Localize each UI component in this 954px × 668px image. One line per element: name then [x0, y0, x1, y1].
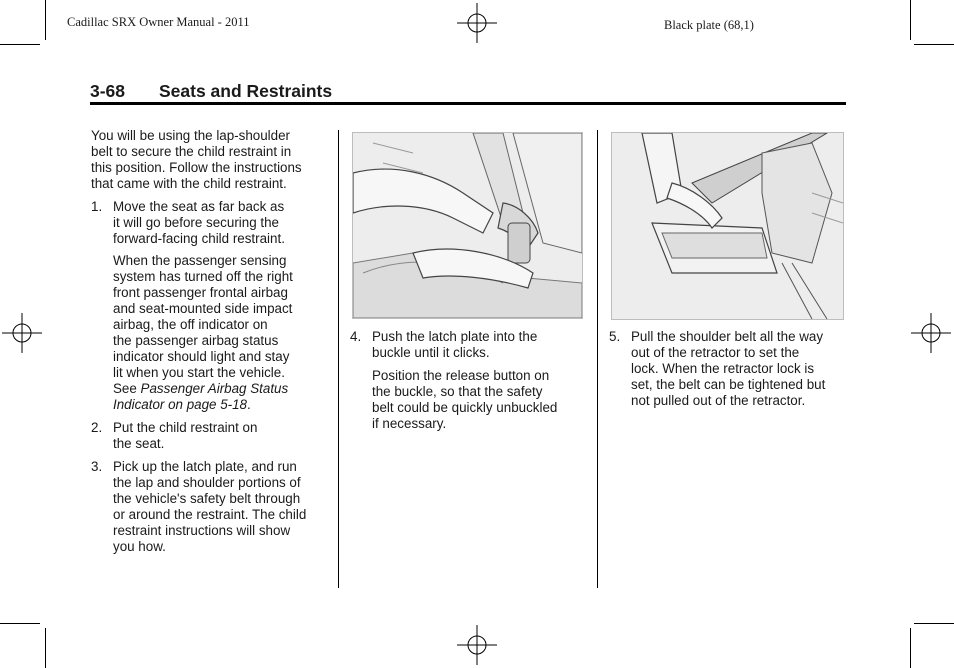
airbag-note: When the passenger sensing system has turned off the right front passenger frontal airbag and seat-mounted side impact airbag, the off indicator on the passenger airbag status indicator should light and stay lit when you start the vehicle. See Passenger Airbag Status Indicator on page 5-18. [113, 253, 293, 412]
crop-mark [45, 0, 46, 40]
step-text: Pick up the latch plate, and run the lap and shoulder portions of the vehicle's safety belt through or around the restraint. The child restraint instructions will show you how. [113, 459, 307, 554]
step-number: 2. [91, 420, 103, 435]
manual-title: Cadillac SRX Owner Manual - 2011 [67, 15, 250, 29]
heading-rule [90, 102, 846, 105]
step-number: 3. [91, 459, 103, 474]
crop-mark [45, 628, 46, 668]
crop-mark [910, 0, 911, 40]
cross-reference-link[interactable]: Indicator on page 5-18 [113, 397, 248, 412]
crop-mark [914, 623, 954, 624]
page-number: 3-68 [90, 81, 126, 101]
step-2 [91, 420, 331, 454]
step-text: Pull the shoulder belt all the way out of the retractor to set the lock. When the retractor lock is set, the belt can be tightened but not pulled out of the retractor. [631, 329, 826, 408]
registration-mark-icon [2, 313, 42, 353]
step-text: Put the child restraint on the seat. [113, 420, 258, 451]
step-text: Move the seat as far back as it will go before securing the forward-facing child restraint. [113, 199, 285, 246]
step-number: 5. [609, 329, 621, 344]
step-1 [91, 199, 331, 249]
see-text: See [113, 381, 141, 396]
step-number: 1. [91, 199, 103, 214]
crop-mark [0, 44, 40, 45]
crop-mark [0, 623, 40, 624]
step-3 [91, 459, 336, 559]
intro-paragraph: You will be using the lap-shoulder belt to secure the child restraint in this position. Follow the instructions that came with the child restraint. [91, 128, 302, 191]
crop-mark [910, 628, 911, 668]
crop-mark [914, 44, 954, 45]
cross-reference-link[interactable]: Passenger Airbag Status [140, 381, 289, 396]
step-text: Push the latch plate into the buckle until it clicks. [372, 329, 538, 360]
release-button-note: Position the release button on the buckle, so that the safety belt could be quickly unbuckled if necessary. [372, 368, 558, 431]
registration-mark-icon [911, 313, 951, 353]
step-number: 4. [350, 329, 362, 344]
step-4 [350, 329, 590, 363]
step-5 [609, 329, 849, 411]
column-divider [597, 130, 598, 588]
registration-mark-icon [457, 625, 497, 665]
latch-plate-illustration-icon [353, 133, 582, 318]
shoulder-belt-illustration [611, 132, 844, 320]
latch-plate-illustration [352, 132, 583, 319]
registration-mark-icon [457, 3, 497, 43]
shoulder-belt-illustration-icon [612, 133, 843, 319]
plate-label: Black plate (68,1) [664, 18, 754, 32]
column-divider [338, 130, 339, 588]
section-title: Seats and Restraints [159, 81, 333, 101]
